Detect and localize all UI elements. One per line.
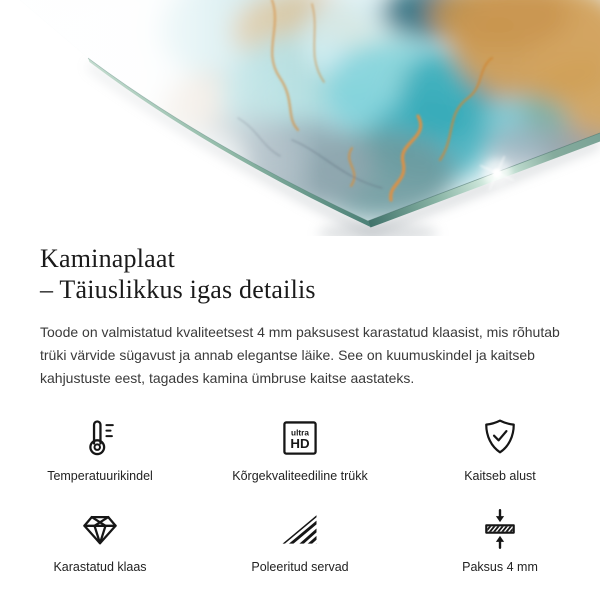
thermometer-icon: [78, 415, 122, 461]
feature-label: Kõrgekvaliteediline trükk: [232, 468, 368, 483]
feature-grid: [0, 415, 600, 574]
svg-text:HD: HD: [290, 435, 310, 451]
page-title-line1: Kaminaplaat: [40, 244, 176, 273]
feature-temperature-resistant: [0, 415, 200, 483]
feature-polished-edges: [200, 506, 400, 574]
polished-edges-icon: [278, 506, 322, 552]
ultra-hd-icon: [278, 415, 322, 461]
product-description-section: [0, 244, 600, 390]
feature-label: Temperatuurikindel: [47, 468, 153, 483]
product-description-text: Toode on valmistatud kvaliteetsest 4 mm paksusest karastatud klaasist, mis rõhutab trüki värvide sügavust ja annab elegantse läike. See on kuumuskindel ja kaitseb kahjustuste eest, tagades kamina ümbruse kaitse aastateks.: [40, 324, 560, 386]
feature-label: Paksus 4 mm: [462, 559, 538, 574]
feature-thickness-4mm: [400, 506, 600, 574]
diamond-icon: [78, 506, 122, 552]
feature-tempered-glass: [0, 506, 200, 574]
feature-ultra-hd-print: [200, 415, 400, 483]
svg-text:ultra: ultra: [291, 428, 309, 438]
feature-label: Karastatud klaas: [53, 559, 147, 574]
page-title: [40, 244, 560, 305]
glass-panel-product-image: [0, 0, 600, 236]
feature-label: Kaitseb alust: [464, 468, 536, 483]
thickness-4mm-icon: [478, 506, 522, 552]
page-title-line2: – Täiuslikkus igas detailis: [40, 274, 316, 304]
feature-protects-base: [400, 415, 600, 483]
feature-label: Poleeritud servad: [251, 559, 349, 574]
marble-artwork: [0, 0, 600, 236]
shield-check-icon: [478, 415, 522, 461]
hero-section: [0, 0, 600, 236]
